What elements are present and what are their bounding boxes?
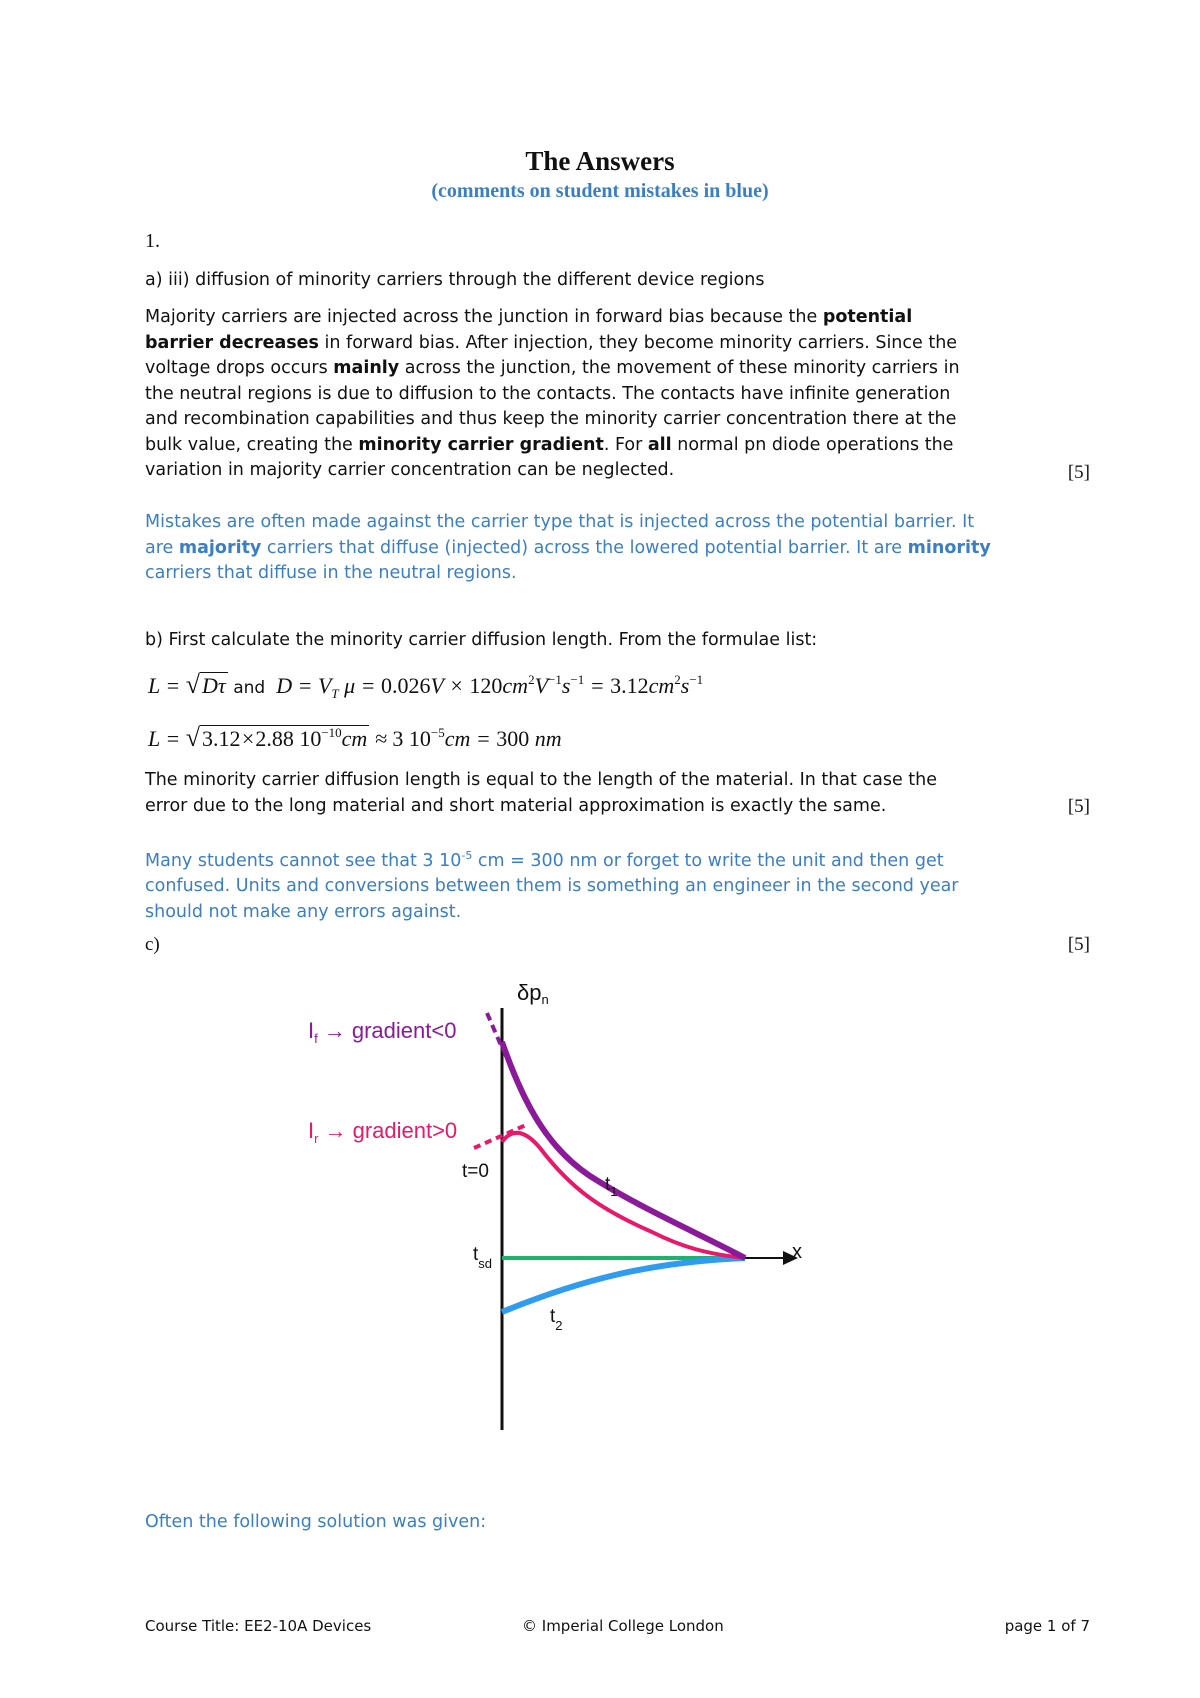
t0-label: t=0	[462, 1161, 489, 1182]
eq-lifetime-exp: −10	[321, 725, 342, 740]
part-b-conclusion: The minority carrier diffusion length is equal to the length of the material. In that case the error due to the long material and short material approximation is exactly the same.	[145, 770, 937, 816]
eq-length-exp: −5	[430, 725, 445, 740]
footer-copyright: © Imperial College London	[522, 1617, 724, 1635]
curve-t1	[502, 1042, 745, 1258]
curve-t2	[502, 1258, 745, 1312]
t2-label: $t_2$	[550, 1306, 563, 1333]
eq-d-value: 3.12	[201, 726, 241, 751]
part-c-label: c)	[145, 934, 160, 955]
eq-length-unit: nm	[534, 726, 562, 751]
part-a-mark: [5]	[1067, 462, 1090, 483]
part-c-comment: Often the following solution was given:	[145, 1512, 487, 1532]
tangent-reverse	[474, 1125, 526, 1148]
page-subtitle: (comments on student mistakes in blue)	[431, 180, 769, 202]
comment-text: Mistakes are often made against the carrier type that is injected across the potential barrier. It are	[145, 512, 975, 558]
eq-mobility: 120	[469, 673, 503, 698]
equation-diffusion-coefficient: L = √Dτ and $D = V_T$ $\mu = 0.026V \times 120cm^2V^{-1}s^{-1} = 3.12cm^2s^{-1}$	[148, 670, 704, 701]
eq-and: and	[233, 678, 266, 698]
comment-text: Many students cannot see that 3 10	[145, 850, 462, 871]
y-axis-label: δpn	[517, 980, 549, 1007]
eq-diffusion-result: 3.12	[610, 673, 649, 698]
answer-text: normal pn diode operations the variation in majority carrier concentration can be neglected.	[145, 434, 954, 480]
footer-course: Course Title: EE2-10A Devices	[145, 1617, 372, 1635]
answer-text: across the junction, the movement of these minority carriers in the neutral regions is due to diffusion to the contacts. The contacts have infinite generation and recombination capabilities and thus keep the minority carrier concentration there at the bulk value, creating the	[145, 358, 960, 455]
comment-emphasis: majority	[178, 537, 262, 558]
x-axis-label: x	[792, 1241, 802, 1263]
eq-lifetime-base: 10	[299, 726, 322, 751]
part-c-mark: [5]	[1067, 934, 1090, 955]
comment-text: cm = 300 nm or forget to write the unit and then get confused. Units and conversions between them is something an engineer in the second year should not make any errors against.	[145, 850, 959, 922]
part-b-mark: [5]	[1067, 796, 1090, 817]
tsd-label: $t_{sd}$	[473, 1244, 493, 1271]
equation-diffusion-length: L = √3.12×2.88 $10^{-10}cm \approx 3$ $10^{-5}cm = 300$ nm	[148, 723, 562, 752]
eq-length-cm: 3 10	[392, 726, 431, 751]
eq-length-result: 300	[496, 726, 530, 751]
comment-exponent: -5	[461, 849, 473, 862]
t1-label: $t_1$	[605, 1174, 618, 1199]
answer-emphasis: potential barrier decreases	[145, 307, 913, 353]
forward-bias-label: $I_f$ → gradient<0	[308, 1018, 457, 1046]
footer-page-number: page 1 of 7	[1004, 1617, 1090, 1635]
answer-text: in forward bias. After injection, they become minority carriers. Since the voltage drops occurs	[145, 332, 958, 378]
reverse-bias-label: $I_r$ → gradient>0	[308, 1118, 458, 1146]
comment-text: carriers that diffuse (injected) across the lowered potential barrier. It are	[261, 537, 908, 558]
page-title: The Answers	[525, 146, 675, 176]
question-number: 1.	[145, 230, 160, 252]
part-a-heading: a) iii) diffusion of minority carriers through the different device regions	[145, 270, 765, 290]
eq-lifetime: 2.88	[255, 726, 294, 751]
answer-emphasis: minority carrier gradient	[358, 434, 604, 455]
answer-emphasis: mainly	[333, 358, 400, 378]
answer-emphasis: all	[647, 434, 672, 455]
comment-emphasis: minority	[907, 537, 991, 558]
answer-text: . For	[603, 434, 648, 455]
eq-thermal-voltage: 0.026	[381, 673, 431, 698]
answer-text: Majority carriers are injected across the junction in forward bias because the	[145, 307, 823, 327]
comment-text: carriers that diffuse in the neutral regions.	[145, 563, 517, 583]
part-b-intro: b) First calculate the minority carrier diffusion length. From the formulae list:	[145, 630, 818, 650]
